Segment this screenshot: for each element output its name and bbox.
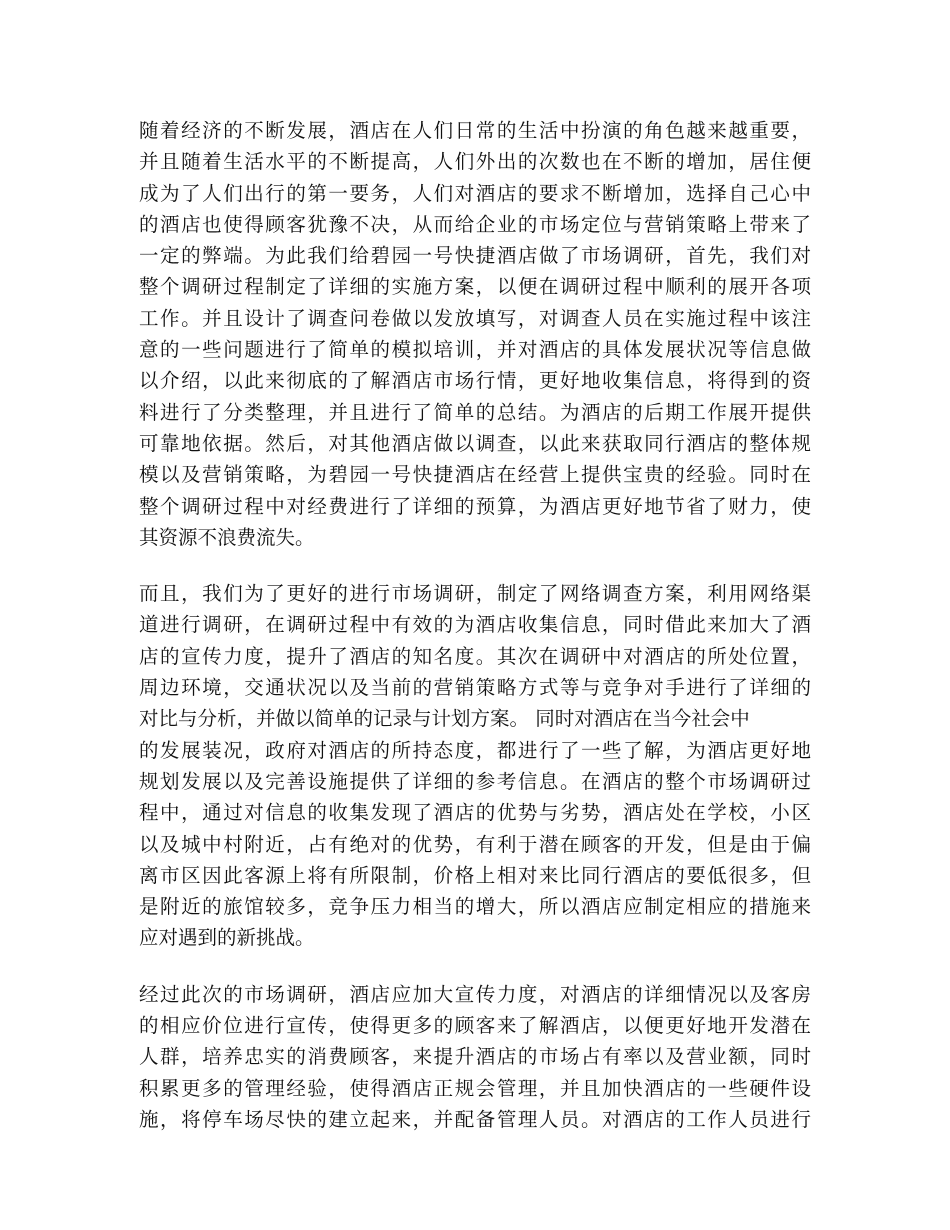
- text-line: 以及城中村附近，占有绝对的优势，有利于潜在顾客的开发，但是由于偏: [139, 832, 811, 856]
- text-line: 工作。并且设计了调查问卷做以发放填写，对调查人员在实施过程中该注: [139, 306, 811, 330]
- text-line: 整个调研过程中对经费进行了详细的预算，为酒店更好地节省了财力，使: [139, 494, 811, 518]
- text-line: 料进行了分类整理，并且进行了简单的总结。为酒店的后期工作展开提供: [139, 400, 811, 424]
- text-line: 道进行调研，在调研过程中有效的为酒店收集信息，同时借此来加大了酒: [139, 613, 811, 637]
- paragraph-1: [139, 115, 811, 553]
- text-line: 周边环境，交通状况以及当前的营销策略方式等与竞争对手进行了详细的: [139, 676, 811, 700]
- document-body: [139, 115, 811, 1160]
- text-line: 一定的弊端。为此我们给碧园一号快捷酒店做了市场调研，首先，我们对: [139, 244, 811, 268]
- paragraph-3: [139, 979, 811, 1135]
- text-line: 模以及营销策略，为碧园一号快捷酒店在经营上提供宝贵的经验。同时在: [139, 463, 811, 487]
- text-line: 规划发展以及完善设施提供了详细的参考信息。在酒店的整个市场调研过: [139, 769, 811, 793]
- text-line: 店的宣传力度，提升了酒店的知名度。其次在调研中对酒店的所处位置，: [139, 644, 811, 668]
- text-line: 成为了人们出行的第一要务，人们对酒店的要求不断增加，选择自己心中: [139, 181, 811, 205]
- text-line: 离市区因此客源上将有所限制，价格上相对来比同行酒店的要低很多，但: [139, 863, 811, 887]
- text-line: 程中，通过对信息的收集发现了酒店的优势与劣势，酒店处在学校，小区: [139, 801, 811, 825]
- text-line: 的相应价位进行宣传，使得更多的顾客来了解酒店，以便更好地开发潜在: [139, 1014, 811, 1038]
- text-line: 积累更多的管理经验，使得酒店正规会管理，并且加快酒店的一些硬件设: [139, 1076, 811, 1100]
- text-line: 而且，我们为了更好的进行市场调研，制定了网络调查方案，利用网络渠: [139, 582, 811, 606]
- text-line: 并且随着生活水平的不断提高，人们外出的次数也在不断的增加，居住便: [139, 150, 811, 174]
- text-line: 是附近的旅馆较多，竞争压力相当的增大，所以酒店应制定相应的措施来: [139, 895, 811, 919]
- text-line: 可靠地依据。然后，对其他酒店做以调查，以此来获取同行酒店的整体规: [139, 431, 811, 455]
- text-line: 意的一些问题进行了简单的模拟培训，并对酒店的具体发展状况等信息做: [139, 338, 811, 362]
- text-line: 以介绍，以此来彻底的了解酒店市场行情，更好地收集信息，将得到的资: [139, 369, 811, 393]
- text-line: 随着经济的不断发展，酒店在人们日常的生活中扮演的角色越来越重要，: [139, 119, 811, 142]
- text-line: 应对遇到的新挑战。: [139, 926, 315, 950]
- text-line: 经过此次的市场调研，酒店应加大宣传力度，对酒店的详细情况以及客房: [139, 982, 811, 1006]
- text-line: 人群，培养忠实的消费顾客，来提升酒店的市场占有率以及营业额，同时: [139, 1045, 811, 1069]
- paragraph-2: [139, 578, 811, 954]
- text-line: 对比与分析，并做以简单的记录与计划方案。 同时对酒店在当今社会中: [139, 707, 750, 731]
- text-line: 的发展装况，政府对酒店的所持态度，都进行了一些了解，为酒店更好地: [139, 738, 811, 762]
- text-line: 整个调研过程制定了详细的实施方案，以便在调研过程中顺利的展开各项: [139, 275, 811, 299]
- text-line: 其资源不浪费流失。: [139, 525, 315, 549]
- text-line: 的酒店也使得顾客犹豫不决，从而给企业的市场定位与营销策略上带来了: [139, 212, 811, 236]
- text-line: 施，将停车场尽快的建立起来，并配备管理人员。对酒店的工作人员进行: [139, 1107, 811, 1131]
